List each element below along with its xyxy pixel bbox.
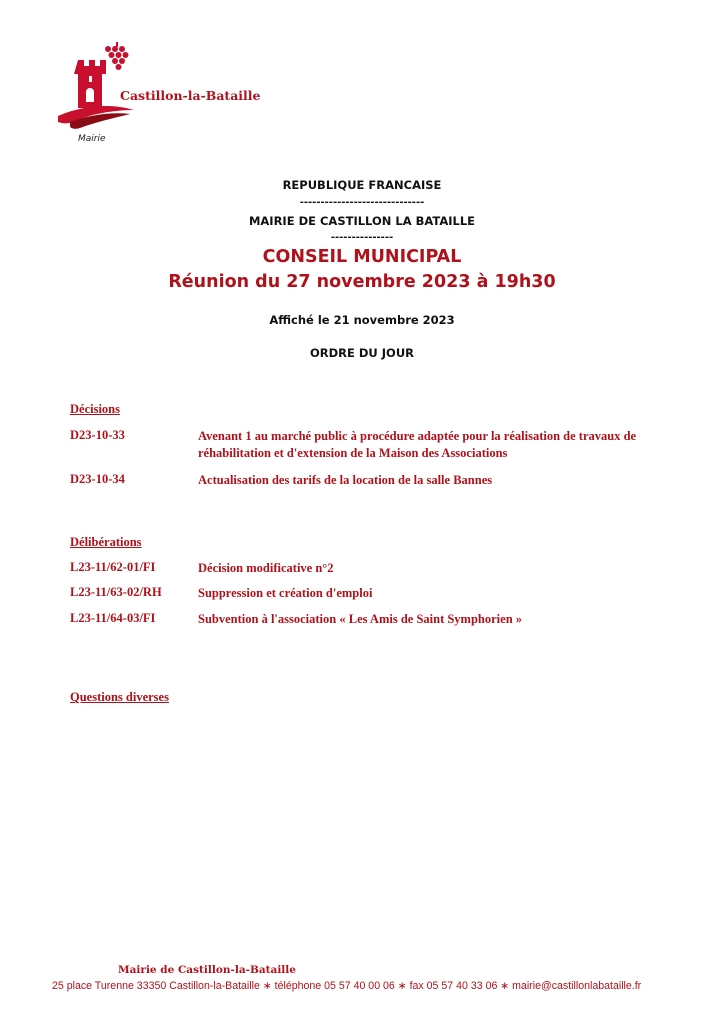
deliberation-code: L23-11/63-02/RH	[70, 585, 162, 599]
deliberation-text: Suppression et création d'emploi	[198, 586, 373, 600]
mairie-heading: MAIRIE DE CASTILLON LA BATAILLE	[248, 214, 476, 228]
council-title: CONSEIL MUNICIPAL	[262, 247, 462, 267]
agenda-heading: ORDRE DU JOUR	[309, 346, 415, 360]
questions-section-title: Questions diverses	[70, 690, 169, 704]
decision-text: Avenant 1 au marché public à procédure adaptée pour la réalisation de travaux de réhabilitation et d'extension de la Maison des Associations	[198, 429, 637, 460]
deliberation-code: L23-11/64-03/FI	[70, 611, 156, 625]
decision-text: Actualisation des tarifs de la location de la salle Bannes	[198, 473, 493, 487]
decision-code: D23-10-33	[70, 428, 125, 442]
logo-subtitle: Mairie	[78, 134, 106, 144]
divider-dashes-long: ------------------------------	[299, 197, 425, 208]
deliberation-text: Décision modificative n°2	[198, 561, 334, 575]
logo-town-name: Castillon-la-Bataille	[120, 88, 261, 103]
republic-heading: REPUBLIQUE FRANCAISE	[282, 178, 442, 192]
meeting-date: Réunion du 27 novembre 2023 à 19h30	[168, 272, 556, 292]
footer-mairie-name: Mairie de Castillon-la-Bataille	[118, 964, 296, 976]
decision-code: D23-10-34	[70, 472, 125, 486]
deliberation-text: Subvention à l'association « Les Amis de Saint Symphorien »	[198, 612, 523, 626]
divider-dashes-short: ---------------	[330, 232, 394, 243]
deliberation-code: L23-11/62-01/FI	[70, 560, 156, 574]
footer-address: 25 place Turenne 33350 Castillon-la-Bataille ∗ téléphone 05 57 40 00 06 ∗ fax 05 57 40 33 06 ∗ mairie@castillonlabataille.fr	[52, 980, 642, 992]
posted-date: Affiché le 21 novembre 2023	[269, 313, 455, 327]
deliberations-section-title: Délibérations	[70, 535, 142, 549]
decisions-section-title: Décisions	[70, 402, 120, 416]
